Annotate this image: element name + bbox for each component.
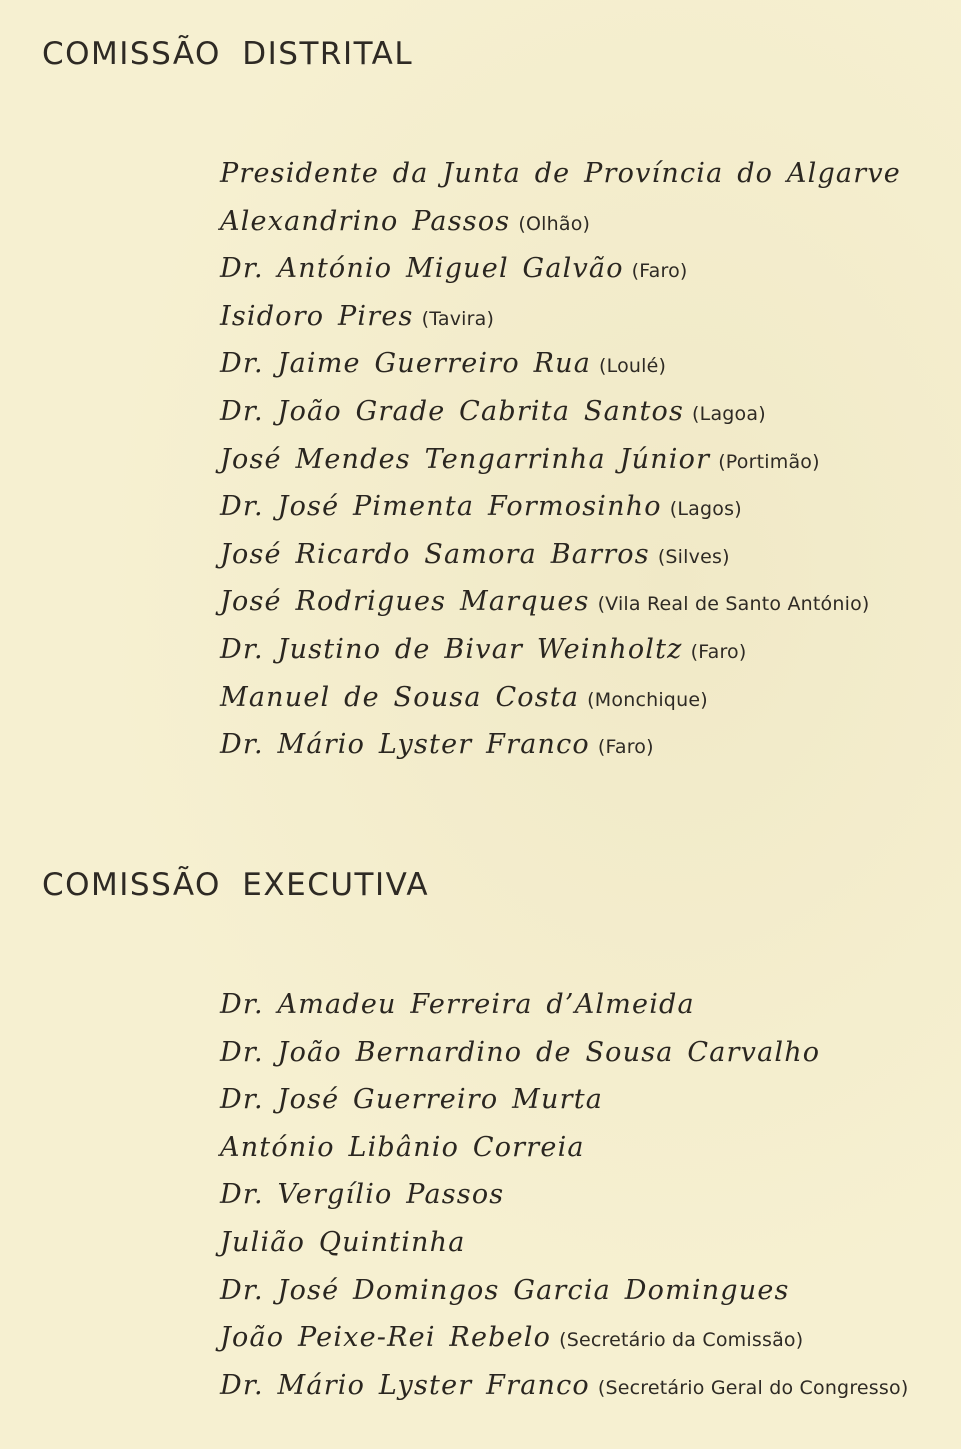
member-name: Dr. Vergílio Passos	[220, 1179, 505, 1211]
member-name: Isidoro Pires	[220, 300, 414, 332]
list-item	[220, 1126, 908, 1174]
member-location-note: (Tavira)	[421, 307, 495, 330]
list-item	[220, 1364, 908, 1412]
member-name: Dr. José Pimenta Formosinho	[220, 491, 662, 523]
member-name: José Ricardo Samora Barros	[220, 538, 650, 570]
member-name: Dr. Mário Lyster Franco	[220, 729, 590, 761]
list-item	[220, 295, 901, 343]
list-item	[220, 676, 901, 724]
list-item	[220, 390, 901, 438]
list-item	[220, 1078, 908, 1126]
member-name: Manuel de Sousa Costa	[220, 681, 580, 713]
member-location-note: (Faro)	[631, 260, 688, 283]
member-name: Dr. José Guerreiro Murta	[220, 1084, 604, 1116]
member-location-note: (Faro)	[690, 640, 747, 663]
member-name: Dr. António Miguel Galvão	[220, 253, 624, 285]
member-name: Dr. Mário Lyster Franco	[220, 1369, 590, 1401]
list-item	[220, 1316, 908, 1364]
member-name: António Libânio Correia	[220, 1131, 585, 1163]
member-name: João Peixe-Rei Rebelo	[220, 1322, 552, 1354]
member-name: José Rodrigues Marques	[220, 586, 590, 618]
member-name: Dr. João Bernardino de Sousa Carvalho	[220, 1036, 821, 1068]
list-item	[220, 1221, 908, 1269]
list-item	[220, 342, 901, 390]
member-location-note: (Olhão)	[518, 212, 591, 235]
list-item	[220, 1173, 908, 1221]
member-location-note: (Portimão)	[718, 450, 820, 473]
member-name: Alexandrino Passos	[220, 205, 511, 237]
member-name: Presidente da Junta de Província do Algarve	[220, 158, 901, 189]
comissao-executiva-heading: COMISSÃO EXECUTIVA	[42, 867, 430, 903]
list-item	[220, 200, 901, 248]
list-item	[220, 438, 901, 486]
member-name: Dr. José Domingos Garcia Domingues	[220, 1274, 790, 1306]
member-location-note: (Vila Real de Santo António)	[597, 593, 870, 616]
member-location-note: (Lagos)	[669, 498, 742, 521]
list-item	[220, 533, 901, 581]
member-location-note: (Secretário Geral do Congresso)	[597, 1376, 909, 1399]
list-item	[220, 580, 901, 628]
list-item	[220, 485, 901, 533]
comissao-distrital-heading: COMISSÃO DISTRITAL	[42, 36, 414, 72]
member-name: Dr. Amadeu Ferreira d’Almeida	[220, 989, 695, 1020]
member-location-note: (Monchique)	[587, 688, 708, 711]
list-item	[220, 1031, 908, 1079]
member-location-note: (Secretário da Comissão)	[559, 1329, 804, 1352]
list-item	[220, 247, 901, 295]
member-name: Dr. Justino de Bivar Weinholtz	[220, 633, 683, 665]
comissao-distrital-members	[220, 152, 901, 771]
list-item	[220, 1269, 908, 1317]
member-location-note: (Faro)	[597, 736, 654, 759]
member-location-note: (Loulé)	[599, 355, 667, 378]
member-name: Julião Quintinha	[220, 1226, 466, 1258]
member-location-note: (Silves)	[657, 545, 730, 568]
list-item	[220, 983, 908, 1031]
member-name: José Mendes Tengarrinha Júnior	[220, 443, 711, 475]
member-location-note: (Lagoa)	[692, 402, 766, 425]
list-item	[220, 152, 901, 200]
member-name: Dr. Jaime Guerreiro Rua	[220, 348, 591, 380]
comissao-executiva-members	[220, 983, 908, 1411]
list-item	[220, 723, 901, 771]
member-name: Dr. João Grade Cabrita Santos	[220, 395, 685, 427]
list-item	[220, 628, 901, 676]
